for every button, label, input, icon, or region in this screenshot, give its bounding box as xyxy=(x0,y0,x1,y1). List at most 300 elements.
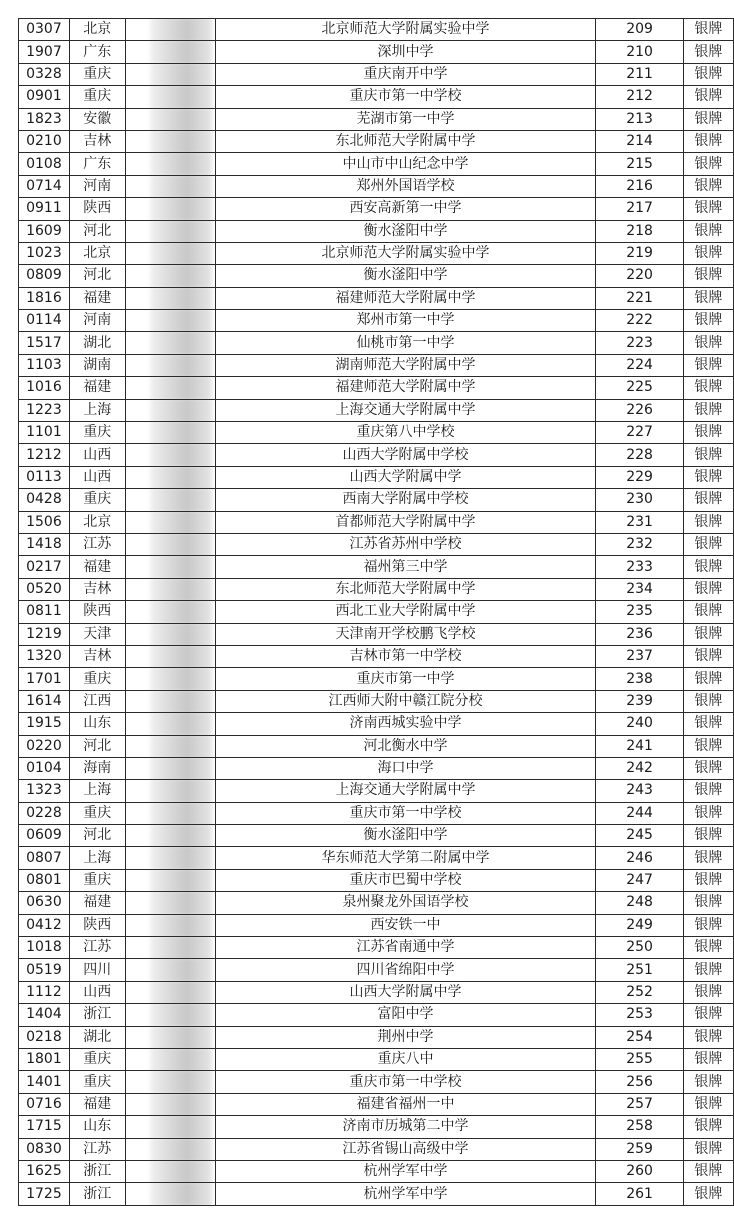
province-cell: 安徽 xyxy=(69,108,125,130)
rank-cell: 239 xyxy=(596,690,683,712)
student-id-cell: 0830 xyxy=(19,1138,70,1160)
student-id-cell: 1103 xyxy=(19,354,70,376)
name-redaction-blur xyxy=(150,713,212,735)
name-redaction-blur xyxy=(150,63,212,85)
province-cell: 山西 xyxy=(69,444,125,466)
rank-cell: 220 xyxy=(596,265,683,287)
student-id-cell: 1907 xyxy=(19,41,70,63)
student-id-cell: 0911 xyxy=(19,198,70,220)
name-redaction-blur xyxy=(150,198,212,220)
rank-cell: 231 xyxy=(596,511,683,533)
province-cell: 重庆 xyxy=(69,86,125,108)
name-redaction-blur xyxy=(150,601,212,623)
province-cell: 福建 xyxy=(69,892,125,914)
rank-cell: 246 xyxy=(596,847,683,869)
rank-cell: 261 xyxy=(596,1183,683,1205)
medal-cell: 银牌 xyxy=(683,757,733,779)
student-id-cell: 1915 xyxy=(19,713,70,735)
province-cell: 陕西 xyxy=(69,914,125,936)
school-cell: 中山市中山纪念中学 xyxy=(215,153,596,175)
name-redaction-blur xyxy=(150,892,212,914)
student-id-cell: 0104 xyxy=(19,757,70,779)
province-cell: 北京 xyxy=(69,19,125,41)
medal-cell: 银牌 xyxy=(683,713,733,735)
medal-cell: 银牌 xyxy=(683,489,733,511)
medal-cell: 银牌 xyxy=(683,645,733,667)
school-cell: 江西师大附中赣江院分校 xyxy=(215,690,596,712)
medal-cell: 银牌 xyxy=(683,735,733,757)
medal-cell: 银牌 xyxy=(683,668,733,690)
province-cell: 浙江 xyxy=(69,1183,125,1205)
student-id-cell: 0228 xyxy=(19,802,70,824)
name-cell xyxy=(125,645,215,667)
rank-cell: 248 xyxy=(596,892,683,914)
table-row xyxy=(19,265,734,287)
name-redaction-blur xyxy=(150,1116,212,1138)
rank-cell: 241 xyxy=(596,735,683,757)
rank-cell: 233 xyxy=(596,556,683,578)
province-cell: 江西 xyxy=(69,690,125,712)
name-cell xyxy=(125,757,215,779)
student-id-cell: 1418 xyxy=(19,533,70,555)
table-row xyxy=(19,153,734,175)
medal-cell: 银牌 xyxy=(683,444,733,466)
school-cell: 重庆八中 xyxy=(215,1048,596,1070)
rank-cell: 234 xyxy=(596,578,683,600)
school-cell: 深圳中学 xyxy=(215,41,596,63)
province-cell: 吉林 xyxy=(69,645,125,667)
school-cell: 江苏省苏州中学校 xyxy=(215,533,596,555)
student-id-cell: 1404 xyxy=(19,1004,70,1026)
table-row xyxy=(19,108,734,130)
name-cell xyxy=(125,130,215,152)
rank-cell: 256 xyxy=(596,1071,683,1093)
province-cell: 江苏 xyxy=(69,937,125,959)
province-cell: 福建 xyxy=(69,556,125,578)
table-row xyxy=(19,377,734,399)
name-cell xyxy=(125,489,215,511)
province-cell: 陕西 xyxy=(69,601,125,623)
table-row xyxy=(19,578,734,600)
name-cell xyxy=(125,623,215,645)
school-cell: 天津南开学校鹏飞学校 xyxy=(215,623,596,645)
table-row xyxy=(19,399,734,421)
name-redaction-blur xyxy=(150,1048,212,1070)
table-row xyxy=(19,242,734,264)
province-cell: 吉林 xyxy=(69,578,125,600)
province-cell: 重庆 xyxy=(69,869,125,891)
name-cell xyxy=(125,108,215,130)
rank-cell: 257 xyxy=(596,1093,683,1115)
student-id-cell: 0609 xyxy=(19,825,70,847)
name-redaction-blur xyxy=(150,869,212,891)
school-cell: 上海交通大学附属中学 xyxy=(215,399,596,421)
rank-cell: 254 xyxy=(596,1026,683,1048)
rank-cell: 250 xyxy=(596,937,683,959)
name-cell xyxy=(125,377,215,399)
name-cell xyxy=(125,332,215,354)
results-table-body xyxy=(19,19,734,1206)
name-cell xyxy=(125,869,215,891)
student-id-cell: 1016 xyxy=(19,377,70,399)
medal-cell: 银牌 xyxy=(683,780,733,802)
table-row xyxy=(19,981,734,1003)
medal-cell: 银牌 xyxy=(683,130,733,152)
school-cell: 西北工业大学附属中学 xyxy=(215,601,596,623)
province-cell: 重庆 xyxy=(69,489,125,511)
name-redaction-blur xyxy=(150,690,212,712)
table-row xyxy=(19,198,734,220)
medal-cell: 银牌 xyxy=(683,1093,733,1115)
name-redaction-blur xyxy=(150,735,212,757)
school-cell: 富阳中学 xyxy=(215,1004,596,1026)
name-cell xyxy=(125,959,215,981)
school-cell: 重庆市巴蜀中学校 xyxy=(215,869,596,891)
medal-cell: 银牌 xyxy=(683,1071,733,1093)
name-redaction-blur xyxy=(150,466,212,488)
province-cell: 湖南 xyxy=(69,354,125,376)
name-cell xyxy=(125,466,215,488)
school-cell: 福建师范大学附属中学 xyxy=(215,287,596,309)
student-id-cell: 1801 xyxy=(19,1048,70,1070)
student-id-cell: 1614 xyxy=(19,690,70,712)
rank-cell: 236 xyxy=(596,623,683,645)
province-cell: 河北 xyxy=(69,220,125,242)
rank-cell: 258 xyxy=(596,1116,683,1138)
province-cell: 湖北 xyxy=(69,1026,125,1048)
name-cell xyxy=(125,265,215,287)
table-row xyxy=(19,959,734,981)
name-cell xyxy=(125,1093,215,1115)
rank-cell: 244 xyxy=(596,802,683,824)
rank-cell: 235 xyxy=(596,601,683,623)
rank-cell: 229 xyxy=(596,466,683,488)
medal-cell: 银牌 xyxy=(683,354,733,376)
name-redaction-blur xyxy=(150,556,212,578)
table-row xyxy=(19,1183,734,1205)
rank-cell: 209 xyxy=(596,19,683,41)
province-cell: 福建 xyxy=(69,287,125,309)
school-cell: 重庆市第一中学校 xyxy=(215,802,596,824)
name-cell xyxy=(125,1160,215,1182)
rank-cell: 213 xyxy=(596,108,683,130)
student-id-cell: 1609 xyxy=(19,220,70,242)
name-cell xyxy=(125,981,215,1003)
name-cell xyxy=(125,601,215,623)
province-cell: 广东 xyxy=(69,41,125,63)
medal-cell: 银牌 xyxy=(683,556,733,578)
medal-cell: 银牌 xyxy=(683,690,733,712)
school-cell: 四川省绵阳中学 xyxy=(215,959,596,981)
rank-cell: 252 xyxy=(596,981,683,1003)
school-cell: 华东师范大学第二附属中学 xyxy=(215,847,596,869)
school-cell: 重庆第八中学校 xyxy=(215,422,596,444)
medal-cell: 银牌 xyxy=(683,1160,733,1182)
student-id-cell: 0716 xyxy=(19,1093,70,1115)
student-id-cell: 0714 xyxy=(19,175,70,197)
medal-cell: 银牌 xyxy=(683,937,733,959)
school-cell: 杭州学军中学 xyxy=(215,1183,596,1205)
medal-cell: 银牌 xyxy=(683,1004,733,1026)
province-cell: 福建 xyxy=(69,377,125,399)
student-id-cell: 1625 xyxy=(19,1160,70,1182)
table-row xyxy=(19,533,734,555)
rank-cell: 219 xyxy=(596,242,683,264)
province-cell: 山东 xyxy=(69,713,125,735)
medal-cell: 银牌 xyxy=(683,869,733,891)
name-redaction-blur xyxy=(150,1071,212,1093)
name-cell xyxy=(125,825,215,847)
school-cell: 济南西城实验中学 xyxy=(215,713,596,735)
name-cell xyxy=(125,533,215,555)
rank-cell: 232 xyxy=(596,533,683,555)
student-id-cell: 0807 xyxy=(19,847,70,869)
medal-cell: 银牌 xyxy=(683,1026,733,1048)
medal-cell: 银牌 xyxy=(683,220,733,242)
name-cell xyxy=(125,802,215,824)
table-row xyxy=(19,489,734,511)
name-redaction-blur xyxy=(150,489,212,511)
table-row xyxy=(19,1004,734,1026)
province-cell: 浙江 xyxy=(69,1004,125,1026)
student-id-cell: 0114 xyxy=(19,310,70,332)
medal-cell: 银牌 xyxy=(683,1183,733,1205)
student-id-cell: 0412 xyxy=(19,914,70,936)
student-id-cell: 1018 xyxy=(19,937,70,959)
school-cell: 海口中学 xyxy=(215,757,596,779)
name-cell xyxy=(125,41,215,63)
table-row xyxy=(19,422,734,444)
province-cell: 上海 xyxy=(69,847,125,869)
name-redaction-blur xyxy=(150,287,212,309)
province-cell: 吉林 xyxy=(69,130,125,152)
name-cell xyxy=(125,1138,215,1160)
province-cell: 陕西 xyxy=(69,198,125,220)
name-cell xyxy=(125,287,215,309)
table-row xyxy=(19,130,734,152)
name-redaction-blur xyxy=(150,914,212,936)
province-cell: 北京 xyxy=(69,511,125,533)
student-id-cell: 1112 xyxy=(19,981,70,1003)
student-id-cell: 1320 xyxy=(19,645,70,667)
school-cell: 山西大学附属中学 xyxy=(215,466,596,488)
name-cell xyxy=(125,914,215,936)
student-id-cell: 1101 xyxy=(19,422,70,444)
school-cell: 东北师范大学附属中学 xyxy=(215,130,596,152)
medal-cell: 银牌 xyxy=(683,287,733,309)
student-id-cell: 0630 xyxy=(19,892,70,914)
rank-cell: 212 xyxy=(596,86,683,108)
table-row xyxy=(19,1138,734,1160)
rank-cell: 260 xyxy=(596,1160,683,1182)
school-cell: 衡水滏阳中学 xyxy=(215,265,596,287)
table-row xyxy=(19,1026,734,1048)
name-redaction-blur xyxy=(150,422,212,444)
name-redaction-blur xyxy=(150,511,212,533)
name-cell xyxy=(125,780,215,802)
school-cell: 吉林市第一中学校 xyxy=(215,645,596,667)
student-id-cell: 1223 xyxy=(19,399,70,421)
name-redaction-blur xyxy=(150,780,212,802)
table-row xyxy=(19,735,734,757)
rank-cell: 259 xyxy=(596,1138,683,1160)
name-cell xyxy=(125,19,215,41)
table-row xyxy=(19,690,734,712)
province-cell: 山东 xyxy=(69,1116,125,1138)
province-cell: 山西 xyxy=(69,981,125,1003)
student-id-cell: 0218 xyxy=(19,1026,70,1048)
medal-cell: 银牌 xyxy=(683,86,733,108)
student-id-cell: 0901 xyxy=(19,86,70,108)
medal-cell: 银牌 xyxy=(683,959,733,981)
medal-cell: 银牌 xyxy=(683,825,733,847)
medal-cell: 银牌 xyxy=(683,399,733,421)
province-cell: 重庆 xyxy=(69,668,125,690)
student-id-cell: 1715 xyxy=(19,1116,70,1138)
name-redaction-blur xyxy=(150,802,212,824)
name-redaction-blur xyxy=(150,937,212,959)
name-redaction-blur xyxy=(150,86,212,108)
medal-cell: 银牌 xyxy=(683,422,733,444)
medal-cell: 银牌 xyxy=(683,892,733,914)
medal-cell: 银牌 xyxy=(683,1048,733,1070)
name-cell xyxy=(125,1071,215,1093)
name-redaction-blur xyxy=(150,444,212,466)
name-cell xyxy=(125,1004,215,1026)
table-row xyxy=(19,86,734,108)
name-cell xyxy=(125,310,215,332)
rank-cell: 225 xyxy=(596,377,683,399)
rank-cell: 227 xyxy=(596,422,683,444)
student-id-cell: 0520 xyxy=(19,578,70,600)
name-redaction-blur xyxy=(150,1026,212,1048)
medal-cell: 银牌 xyxy=(683,41,733,63)
name-cell xyxy=(125,153,215,175)
name-cell xyxy=(125,713,215,735)
student-id-cell: 0307 xyxy=(19,19,70,41)
school-cell: 河北衡水中学 xyxy=(215,735,596,757)
name-redaction-blur xyxy=(150,1004,212,1026)
name-redaction-blur xyxy=(150,959,212,981)
name-redaction-blur xyxy=(150,668,212,690)
rank-cell: 211 xyxy=(596,63,683,85)
table-row xyxy=(19,19,734,41)
school-cell: 江苏省锡山高级中学 xyxy=(215,1138,596,1160)
student-id-cell: 1816 xyxy=(19,287,70,309)
name-cell xyxy=(125,668,215,690)
table-row xyxy=(19,354,734,376)
medal-cell: 银牌 xyxy=(683,578,733,600)
province-cell: 海南 xyxy=(69,757,125,779)
province-cell: 江苏 xyxy=(69,1138,125,1160)
rank-cell: 222 xyxy=(596,310,683,332)
medal-cell: 银牌 xyxy=(683,914,733,936)
name-cell xyxy=(125,892,215,914)
province-cell: 河北 xyxy=(69,265,125,287)
student-id-cell: 0428 xyxy=(19,489,70,511)
province-cell: 重庆 xyxy=(69,1071,125,1093)
medal-cell: 银牌 xyxy=(683,242,733,264)
name-cell xyxy=(125,690,215,712)
name-redaction-blur xyxy=(150,175,212,197)
name-redaction-blur xyxy=(150,130,212,152)
name-redaction-blur xyxy=(150,847,212,869)
name-redaction-blur xyxy=(150,825,212,847)
name-cell xyxy=(125,63,215,85)
province-cell: 重庆 xyxy=(69,802,125,824)
name-redaction-blur xyxy=(150,265,212,287)
table-row xyxy=(19,287,734,309)
province-cell: 北京 xyxy=(69,242,125,264)
school-cell: 衡水滏阳中学 xyxy=(215,825,596,847)
rank-cell: 224 xyxy=(596,354,683,376)
name-cell xyxy=(125,556,215,578)
rank-cell: 238 xyxy=(596,668,683,690)
name-cell xyxy=(125,578,215,600)
rank-cell: 228 xyxy=(596,444,683,466)
school-cell: 山西大学附属中学 xyxy=(215,981,596,1003)
name-redaction-blur xyxy=(150,578,212,600)
province-cell: 四川 xyxy=(69,959,125,981)
table-row xyxy=(19,63,734,85)
name-cell xyxy=(125,847,215,869)
name-redaction-blur xyxy=(150,332,212,354)
medal-cell: 银牌 xyxy=(683,63,733,85)
medal-cell: 银牌 xyxy=(683,108,733,130)
name-redaction-blur xyxy=(150,242,212,264)
rank-cell: 242 xyxy=(596,757,683,779)
name-redaction-blur xyxy=(150,310,212,332)
name-redaction-blur xyxy=(150,981,212,1003)
student-id-cell: 1517 xyxy=(19,332,70,354)
student-id-cell: 0519 xyxy=(19,959,70,981)
school-cell: 郑州外国语学校 xyxy=(215,175,596,197)
student-id-cell: 0220 xyxy=(19,735,70,757)
school-cell: 北京师范大学附属实验中学 xyxy=(215,242,596,264)
medal-cell: 银牌 xyxy=(683,802,733,824)
table-row xyxy=(19,466,734,488)
province-cell: 浙江 xyxy=(69,1160,125,1182)
name-cell xyxy=(125,242,215,264)
table-row xyxy=(19,757,734,779)
rank-cell: 249 xyxy=(596,914,683,936)
student-id-cell: 0811 xyxy=(19,601,70,623)
rank-cell: 251 xyxy=(596,959,683,981)
school-cell: 北京师范大学附属实验中学 xyxy=(215,19,596,41)
medal-cell: 银牌 xyxy=(683,1138,733,1160)
province-cell: 湖北 xyxy=(69,332,125,354)
medal-cell: 银牌 xyxy=(683,175,733,197)
name-redaction-blur xyxy=(150,108,212,130)
rank-cell: 253 xyxy=(596,1004,683,1026)
name-redaction-blur xyxy=(150,41,212,63)
rank-cell: 255 xyxy=(596,1048,683,1070)
name-cell xyxy=(125,444,215,466)
school-cell: 郑州市第一中学 xyxy=(215,310,596,332)
name-cell xyxy=(125,1183,215,1205)
school-cell: 芜湖市第一中学 xyxy=(215,108,596,130)
table-row xyxy=(19,645,734,667)
table-row xyxy=(19,175,734,197)
province-cell: 天津 xyxy=(69,623,125,645)
rank-cell: 210 xyxy=(596,41,683,63)
table-row xyxy=(19,713,734,735)
province-cell: 重庆 xyxy=(69,422,125,444)
name-cell xyxy=(125,220,215,242)
rank-cell: 221 xyxy=(596,287,683,309)
table-row xyxy=(19,511,734,533)
school-cell: 西安高新第一中学 xyxy=(215,198,596,220)
